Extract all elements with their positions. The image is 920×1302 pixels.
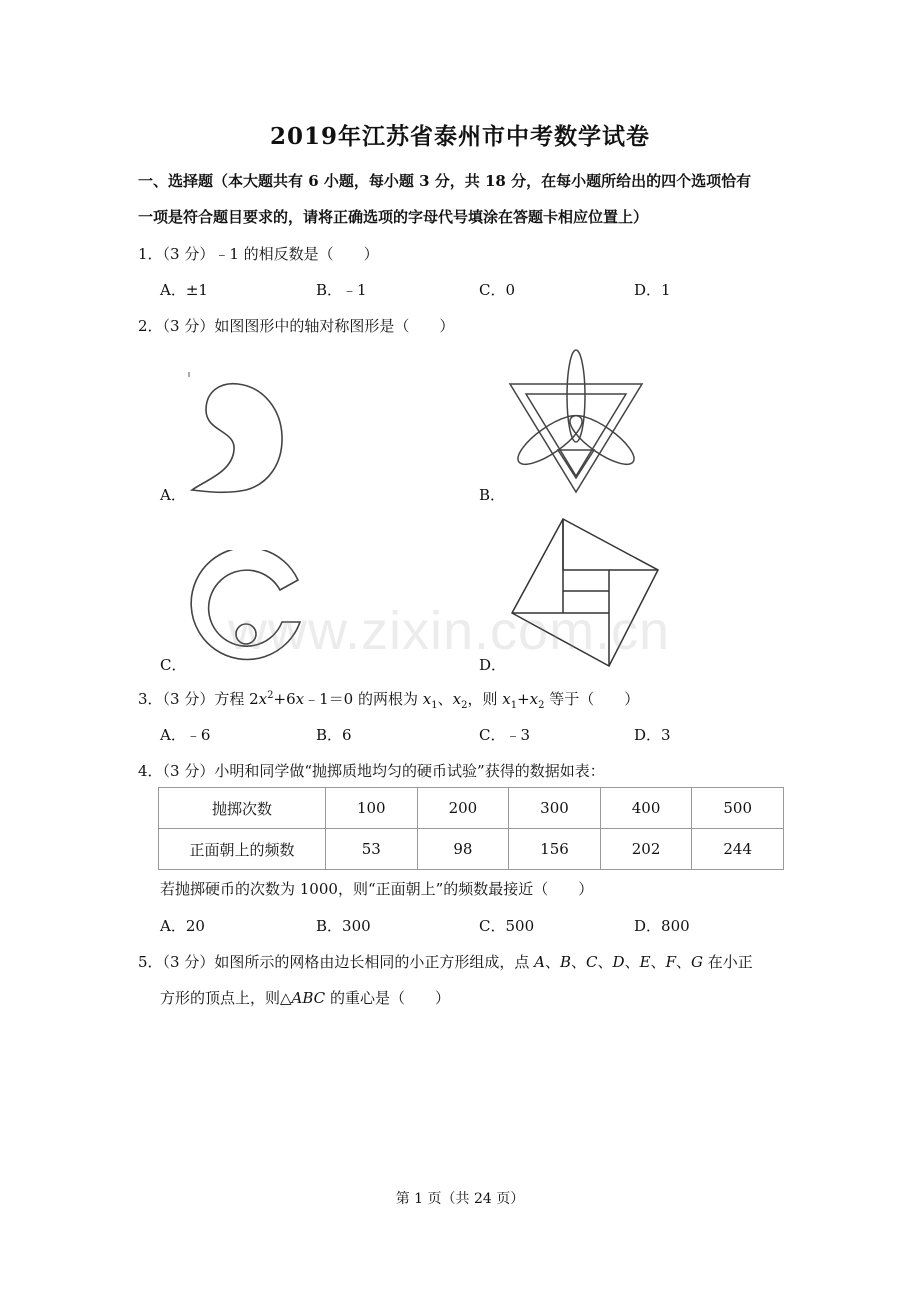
q1-option-d: D．1 (634, 281, 671, 299)
q5-stem-line2: 方形的顶点上，则△ABC 的重心是（ ） (160, 989, 450, 1007)
table-cell: 300 (509, 788, 601, 829)
watermark: www.zixin.com.cn (228, 601, 671, 661)
q4-option-a: A．20 (160, 917, 205, 935)
table-cell: 53 (326, 829, 418, 870)
q1-option-c: C．0 (479, 281, 516, 299)
table-row (159, 788, 784, 829)
q1-stem: 1．（3 分）﹣1 的相反数是（ ） (138, 245, 379, 263)
section-instructions-line2: 一项是符合题目要求的，请将正确选项的字母代号填涂在答题卡相应位置上） (138, 208, 649, 226)
q1-option-b: B．﹣1 (316, 281, 367, 299)
table-cell: 正面朝上的频数 (159, 829, 326, 870)
table-row (159, 829, 784, 870)
table-cell: 156 (509, 829, 601, 870)
q2-figure-b (506, 348, 646, 496)
q4-option-b: B．300 (316, 917, 371, 935)
table-cell: 200 (417, 788, 509, 829)
q2-figure-a (186, 372, 286, 498)
q2-stem: 2．（3 分）如图图形中的轴对称图形是（ ） (138, 317, 455, 335)
q3-option-b: B．6 (316, 726, 352, 744)
q5-stem-line1: 5．（3 分）如图所示的网格由边长相同的小正方形组成，点 A、B、C、D、E、F、G 在小正 (138, 953, 753, 971)
table-cell: 400 (600, 788, 692, 829)
table-cell: 202 (600, 829, 692, 870)
table-cell: 100 (326, 788, 418, 829)
q2-label-d: D． (479, 656, 507, 674)
q4-question: 若抛掷硬币的次数为 1000，则“正面朝上”的频数最接近（ ） (160, 880, 594, 898)
page-title: 2019年江苏省泰州市中考数学试卷 (269, 123, 650, 150)
section-instructions-line1: 一、选择题（本大题共有 6 小题，每小题 3 分，共 18 分，在每小题所给出的四个选项恰有 (138, 172, 752, 190)
q4-stem: 4．（3 分）小明和同学做“抛掷质地均匀的硬币试验”获得的数据如表： (138, 762, 605, 780)
page-footer: 第 1 页（共 24 页） (395, 1191, 525, 1207)
frequency-table (158, 787, 784, 870)
q4-option-c: C．500 (479, 917, 535, 935)
q2-label-b: B． (479, 486, 506, 504)
q3-option-a: A．﹣6 (160, 726, 211, 744)
table-cell: 抛掷次数 (159, 788, 326, 829)
q3-option-d: D．3 (634, 726, 671, 744)
q3-option-c: C．﹣3 (479, 726, 531, 744)
q1-option-a: A．±1 (160, 281, 208, 299)
table-cell: 244 (692, 829, 784, 870)
table-cell: 98 (417, 829, 509, 870)
q2-label-a: A． (160, 486, 186, 504)
table-cell: 500 (692, 788, 784, 829)
q2-label-c: C． (160, 656, 187, 674)
q3-stem: 3．（3 分）方程 $2x^2+6x﹣1=0$ 的两根为 $x_1$、$x_2$，则 $x_1+x_2$ 等于（ ） (138, 690, 640, 711)
q4-option-d: D．800 (634, 917, 690, 935)
